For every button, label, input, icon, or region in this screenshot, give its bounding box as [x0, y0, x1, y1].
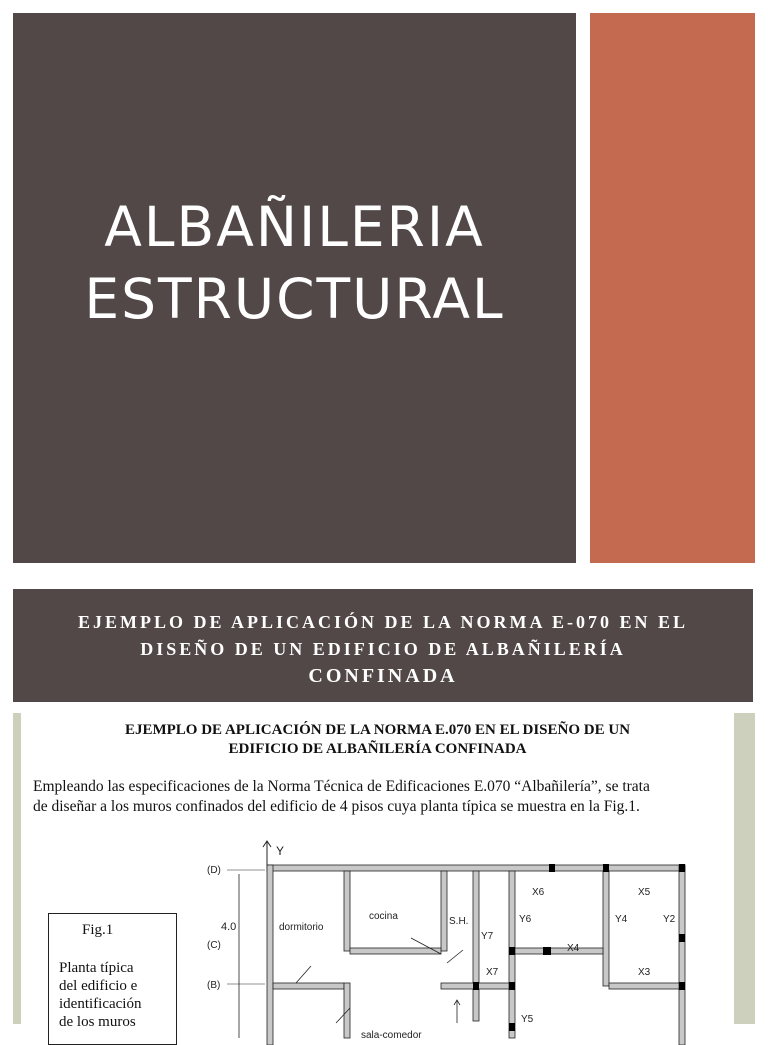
column: [543, 947, 551, 955]
column: [679, 934, 685, 942]
slide-title-line2: ESTRUCTURAL: [84, 267, 505, 331]
subtitle-line3: CONFINADA: [308, 665, 458, 687]
wall-y7: [473, 871, 479, 1021]
figure-caption-box: [48, 913, 177, 1045]
figure-caption-line4: de los muros: [59, 1014, 136, 1030]
subtitle-line1: EJEMPLO DE APLICACIÓN DE LA NORMA E-070 EN EL: [77, 612, 689, 632]
door-sh: [447, 950, 463, 963]
wall-label-x6: X6: [532, 887, 545, 898]
document-paragraph-line2: de diseñar a los muros confinados del edificio de 4 pisos cuya planta típica se muestra en la Fig.1.: [33, 798, 640, 815]
wall-label-y5: Y5: [521, 1014, 534, 1025]
wall-cocina-sh: [441, 871, 447, 951]
wall-label-x7: X7: [486, 967, 499, 978]
figure-caption-line3: identificación: [59, 996, 142, 1012]
title-panel: [13, 13, 576, 563]
slide-title: [13, 191, 576, 335]
document-page: [21, 713, 734, 1041]
figure-caption-line2: del edificio e: [59, 978, 138, 994]
wall-label-y4: Y4: [615, 914, 628, 925]
accent-panel: [590, 13, 755, 563]
document-paragraph-line1: Empleando las especificaciones de la Norma Técnica de Edificaciones E.070 “Albañilería”, se trata: [33, 778, 650, 795]
room-sh: S.H.: [449, 916, 469, 927]
wall-right: [679, 865, 685, 1045]
room-sala-comedor: sala-comedor: [361, 1030, 422, 1041]
wall-label-y2: Y2: [663, 914, 676, 925]
subtitle-line2: DISEÑO DE UN EDIFICIO DE ALBAÑILERÍA: [140, 639, 626, 659]
wall-dormitorio-bottom: [273, 983, 344, 989]
figure-label: Fig.1: [82, 922, 114, 938]
wall-label-x4: X4: [567, 943, 580, 954]
subtitle-banner: [13, 589, 753, 702]
axis-y-label: Y: [276, 844, 285, 858]
figure-caption-line1: Planta típica: [59, 960, 134, 976]
column: [603, 864, 609, 872]
wall-x3: [609, 983, 679, 989]
grid-ref-b: (B): [207, 980, 221, 991]
wall-top: [267, 865, 685, 871]
wall-cocina-bottom: [350, 948, 441, 954]
grid-ref-c: (C): [207, 940, 221, 951]
figure-caption: [59, 959, 174, 1031]
room-cocina: cocina: [369, 911, 398, 922]
column: [679, 982, 685, 990]
wall-label-y6: Y6: [519, 914, 532, 925]
column: [679, 864, 685, 872]
wall-label-y7: Y7: [481, 931, 494, 942]
subtitle-text: [33, 609, 733, 690]
column: [473, 982, 479, 990]
wall-x4: [515, 948, 603, 954]
wall-y4: [603, 871, 609, 986]
wall-label-x5: X5: [638, 887, 651, 898]
column: [549, 864, 555, 872]
room-dormitorio: dormitorio: [279, 922, 324, 933]
document-heading-line1: EJEMPLO DE APLICACIÓN DE LA NORMA E.070 EN EL DISEÑO DE UN: [124, 722, 631, 738]
column: [509, 982, 515, 990]
column: [509, 1023, 515, 1031]
document-heading: [21, 721, 734, 759]
door-dormitorio: [296, 966, 311, 983]
document-paragraph: [33, 777, 733, 817]
document-heading-line2: EDIFICIO DE ALBAÑILERÍA CONFINADA: [228, 741, 527, 757]
wall-sala-left: [344, 983, 350, 1038]
column: [509, 947, 515, 955]
floor-plan: [201, 838, 721, 1041]
wall-label-x3: X3: [638, 967, 651, 978]
wall-dormitorio-cocina: [344, 871, 350, 951]
wall-left: [267, 865, 273, 1045]
grid-ref-d: (D): [207, 865, 221, 876]
slide-title-line1: ALBAÑILERIA: [104, 195, 485, 259]
dimension-label: 4.0: [221, 921, 237, 933]
